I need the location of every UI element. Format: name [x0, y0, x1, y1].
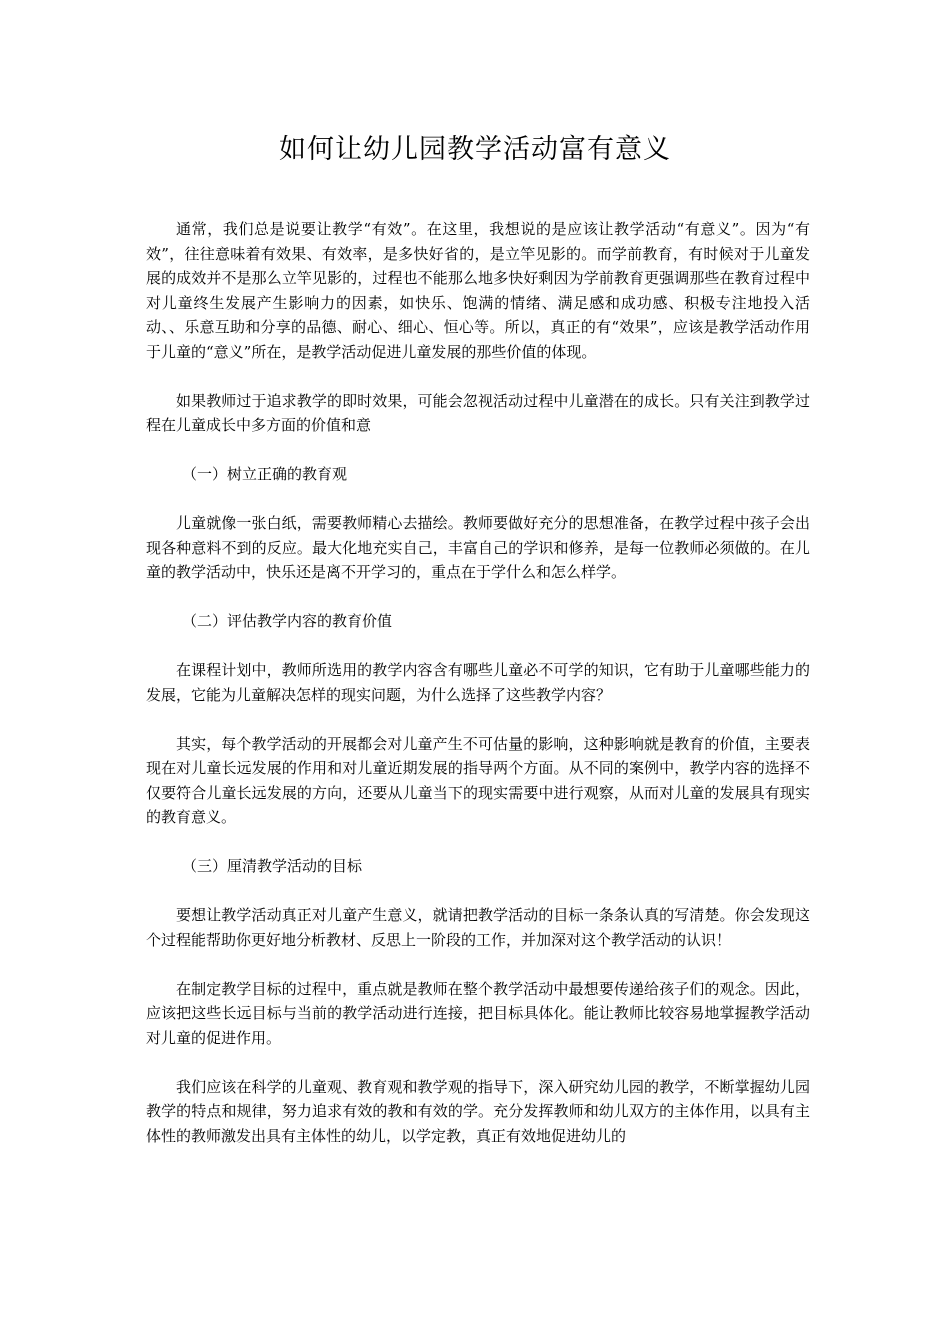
paragraph-spacer	[146, 707, 810, 732]
body-paragraph-5: 其实，每个教学活动的开展都会对儿童产生不可估量的影响，这种影响就是教育的价值，主要表现在对儿童长远发展的作用和对儿童近期发展的指导两个方面。从不同的案例中，教学内容的选择不仅要符合儿童长远发展的方向，还要从儿童当下的现实需要中进行观察，从而对儿童的发展具有现实的教育意义。	[146, 734, 810, 826]
paragraph-spacer	[146, 364, 810, 389]
paragraph-spacer	[146, 879, 810, 904]
paragraph-spacer	[146, 952, 810, 977]
paragraph-spacer	[146, 585, 810, 610]
paragraph-spacer	[146, 438, 810, 463]
section-heading-2: （二）评估教学内容的教育价值	[182, 612, 393, 630]
body-paragraph-2: 如果教师过于追求教学的即时效果，可能会忽视活动过程中儿童潜在的成长。只有关注到教学过程在儿童成长中多方面的价值和意	[146, 391, 810, 434]
section-heading-3: （三）厘清教学活动的目标	[182, 857, 363, 875]
paragraph-spacer	[146, 634, 810, 659]
body-paragraph-4: 在课程计划中，教师所选用的教学内容含有哪些儿童必不可学的知识，它有助于儿童哪些能力的发展，它能为儿童解决怎样的现实问题，为什么选择了这些教学内容？	[146, 661, 810, 704]
paragraph-spacer	[146, 830, 810, 855]
document-title: 如何让幼儿园教学活动富有意义	[279, 134, 671, 165]
paragraph-spacer	[146, 1050, 810, 1075]
body-paragraph-6: 要想让教学活动真正对儿童产生意义，就请把教学活动的目标一条条认真的写清楚。你会发现这个过程能帮助你更好地分析教材、反思上一阶段的工作，并加深对这个教学活动的认识！	[146, 906, 810, 949]
body-paragraph-3: 儿童就像一张白纸，需要教师精心去描绘。教师要做好充分的思想准备，在教学过程中孩子会出现各种意料不到的反应。最大化地充实自己，丰富自己的学识和修养，是每一位教师必须做的。在儿童的教学活动中，快乐还是离不开学习的，重点在于学什么和怎么样学。	[146, 514, 810, 581]
paragraph-spacer	[146, 487, 810, 512]
section-heading-1: （一）树立正确的教育观	[182, 465, 348, 483]
body-paragraph-1: 通常，我们总是说要让教学“有效”。在这里，我想说的是应该让教学活动“有意义”。因为“有效”，往往意味着有效果、有效率，是多快好省的，是立竿见影的。而学前教育，有时候对于儿童发展的成效并不是那么立竿见影的，过程也不能那么地多快好剩因为学前教育更强调那些在教育过程中对儿童终生发展产生影响力的因素，如快乐、饱满的情绪、满足感和成功感、积极专注地投入活动、、乐意互助和分享的品德、耐心、细心、恒心等。所以，真正的有“效果”，应该是教学活动作用于儿童的“意义”所在，是教学活动促进儿童发展的那些价值的体现。	[146, 220, 810, 361]
body-paragraph-7: 在制定教学目标的过程中，重点就是教师在整个教学活动中最想要传递给孩子们的观念。因此，应该把这些长远目标与当前的教学活动进行连接，把目标具体化。能让教师比较容易地掌握教学活动对儿童的促进作用。	[146, 979, 810, 1047]
body-paragraph-8: 我们应该在科学的儿童观、教育观和教学观的指导下，深入研究幼儿园的教学，不断掌握幼儿园教学的特点和规律，努力追求有效的教和有效的学。充分发挥教师和幼儿双方的主体作用，以具有主体性的教师激发出具有主体性的幼儿，以学定教，真正有效地促进幼儿的	[146, 1077, 810, 1145]
document-body	[146, 217, 810, 1148]
